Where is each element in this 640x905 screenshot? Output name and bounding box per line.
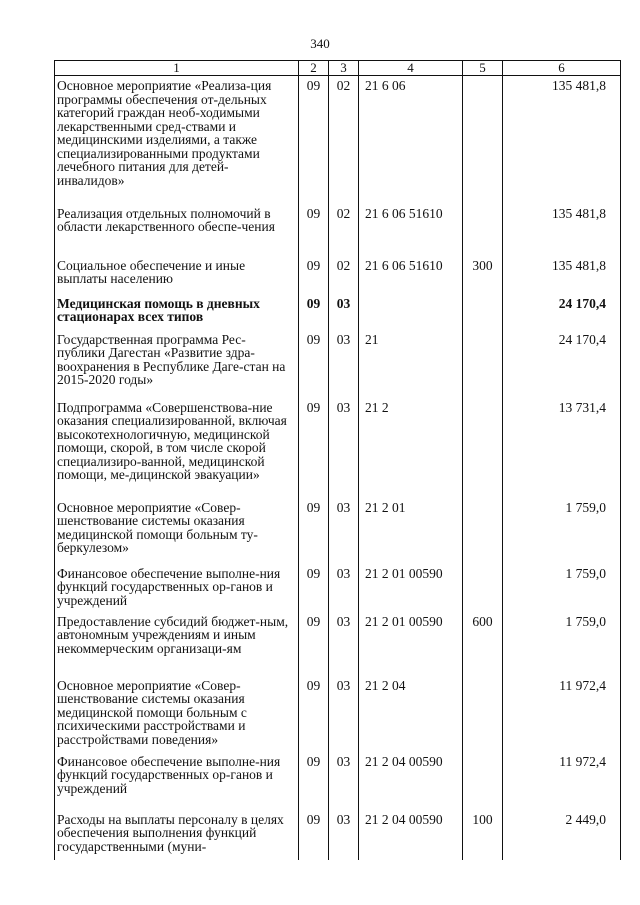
row-section: 09: [299, 330, 329, 398]
row-amount: 135 481,8: [503, 256, 621, 294]
table-row: [55, 398, 621, 498]
row-expense-type: [463, 498, 503, 564]
row-amount: 13 731,4: [503, 398, 621, 498]
row-target-code: 21 6 06 51610: [359, 256, 463, 294]
row-name: Предоставление субсидий бюджет-ным, автономным учреждениям и иным некоммерческим организаци-ям: [55, 612, 299, 676]
row-name: Подпрограмма «Совершенствова-ние оказания специализированной, включая высокотехнологичную, медицинской помощи, скорой, в том числе скорой специализиро-ванной, медицинской помощи, ме-дицинской эвакуации»: [55, 398, 299, 498]
column-header: 2: [299, 61, 329, 76]
row-name: Основное мероприятие «Совер-шенствование системы оказания медицинской помощи больным ту-беркулезом»: [55, 498, 299, 564]
row-name: Основное мероприятие «Совер-шенствование системы оказания медицинской помощи больным с психическими расстройствами и расстройствами поведения»: [55, 676, 299, 752]
row-section: 09: [299, 612, 329, 676]
row-expense-type: 600: [463, 612, 503, 676]
row-amount: 1 759,0: [503, 498, 621, 564]
row-target-code: 21 2 04: [359, 676, 463, 752]
row-subsection: 03: [329, 398, 359, 498]
row-amount: 11 972,4: [503, 676, 621, 752]
table-row: [55, 76, 621, 204]
table-row: [55, 294, 621, 330]
table-row: [55, 498, 621, 564]
row-section: 09: [299, 204, 329, 256]
row-name: Медицинская помощь в дневных стационарах всех типов: [55, 294, 299, 330]
row-target-code: 21 2 01: [359, 498, 463, 564]
row-amount: 11 972,4: [503, 752, 621, 810]
column-header: 6: [503, 61, 621, 76]
row-name: Финансовое обеспечение выполне-ния функций государственных ор-ганов и учреждений: [55, 564, 299, 612]
row-target-code: 21: [359, 330, 463, 398]
row-amount: 1 759,0: [503, 564, 621, 612]
row-section: 09: [299, 564, 329, 612]
table-row: [55, 204, 621, 256]
page-number: 340: [310, 36, 330, 51]
row-amount: 135 481,8: [503, 204, 621, 256]
column-header: 5: [463, 61, 503, 76]
row-subsection: 03: [329, 752, 359, 810]
column-header: 1: [55, 61, 299, 76]
table-header-row: [55, 61, 621, 76]
row-target-code: 21 6 06: [359, 76, 463, 204]
table-row: [55, 612, 621, 676]
row-target-code: 21 2 04 00590: [359, 810, 463, 860]
row-expense-type: [463, 330, 503, 398]
row-name: Финансовое обеспечение выполне-ния функций государственных ор-ганов и учреждений: [55, 752, 299, 810]
table-row: [55, 330, 621, 398]
row-subsection: 03: [329, 564, 359, 612]
column-header: 4: [359, 61, 463, 76]
row-section: 09: [299, 676, 329, 752]
row-subsection: 03: [329, 294, 359, 330]
row-expense-type: [463, 204, 503, 256]
row-target-code: 21 2: [359, 398, 463, 498]
row-expense-type: [463, 294, 503, 330]
row-expense-type: 100: [463, 810, 503, 860]
row-section: 09: [299, 398, 329, 498]
row-amount: 135 481,8: [503, 76, 621, 204]
row-subsection: 02: [329, 204, 359, 256]
row-section: 09: [299, 294, 329, 330]
row-expense-type: [463, 676, 503, 752]
row-target-code: [359, 294, 463, 330]
row-target-code: 21 2 01 00590: [359, 612, 463, 676]
row-amount: 2 449,0: [503, 810, 621, 860]
row-section: 09: [299, 256, 329, 294]
table-row: [55, 676, 621, 752]
table-row: [55, 752, 621, 810]
table-row: [55, 810, 621, 860]
table-row: [55, 564, 621, 612]
row-section: 09: [299, 752, 329, 810]
row-expense-type: [463, 752, 503, 810]
row-expense-type: [463, 564, 503, 612]
row-target-code: 21 6 06 51610: [359, 204, 463, 256]
row-name: Реализация отдельных полномочий в области лекарственного обеспе-чения: [55, 204, 299, 256]
row-subsection: 03: [329, 498, 359, 564]
row-section: 09: [299, 810, 329, 860]
row-target-code: 21 2 04 00590: [359, 752, 463, 810]
row-subsection: 02: [329, 256, 359, 294]
row-target-code: 21 2 01 00590: [359, 564, 463, 612]
table-row: [55, 256, 621, 294]
row-expense-type: 300: [463, 256, 503, 294]
row-name: Социальное обеспечение и иные выплаты населению: [55, 256, 299, 294]
row-expense-type: [463, 398, 503, 498]
row-name: Государственная программа Рес-публики Дагестан «Развитие здра-воохранения в Республике Даге-стан на 2015-2020 годы»: [55, 330, 299, 398]
row-section: 09: [299, 76, 329, 204]
row-subsection: 02: [329, 76, 359, 204]
row-subsection: 03: [329, 330, 359, 398]
column-header: 3: [329, 61, 359, 76]
row-amount: 24 170,4: [503, 294, 621, 330]
row-subsection: 03: [329, 810, 359, 860]
row-amount: 24 170,4: [503, 330, 621, 398]
budget-table: [54, 60, 621, 860]
row-expense-type: [463, 76, 503, 204]
row-name: Основное мероприятие «Реализа-ция программы обеспечения от-дельных категорий граждан необ-ходимыми лекарственными сред-ствами и медицинскими изделиями, а также специализированными продуктами лечебного питания для детей-инвалидов»: [55, 76, 299, 204]
row-section: 09: [299, 498, 329, 564]
row-subsection: 03: [329, 612, 359, 676]
row-amount: 1 759,0: [503, 612, 621, 676]
row-subsection: 03: [329, 676, 359, 752]
row-name: Расходы на выплаты персоналу в целях обеспечения выполнения функций государственными (муни-: [55, 810, 299, 860]
